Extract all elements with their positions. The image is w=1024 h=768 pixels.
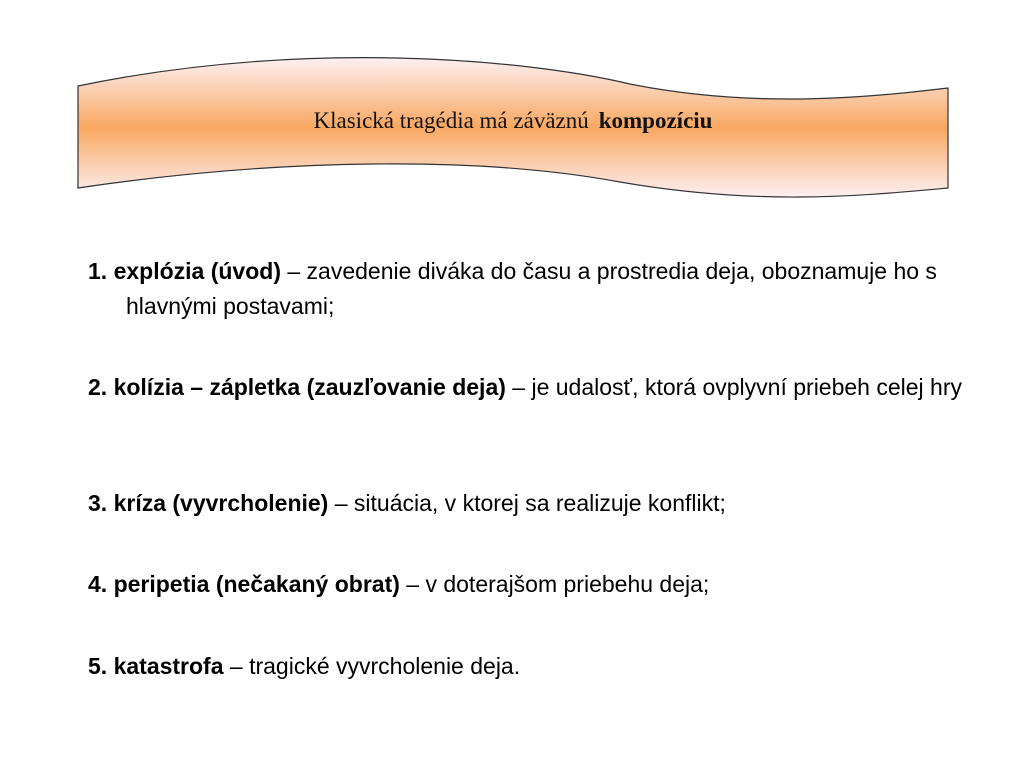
item-text: – tragické vyvrcholenie deja. [229, 653, 521, 679]
wave-banner-shape [0, 0, 1024, 210]
item-text: – v doterajšom priebehu deja; [406, 571, 710, 597]
item-term: 3. kríza (vyvrcholenie) [88, 490, 329, 516]
item-term: 1. explózia (úvod) [88, 258, 281, 284]
item-text: – situácia, v ktorej sa realizuje konflikt; [334, 490, 726, 516]
list-item-4 [88, 567, 1024, 602]
item-term: 4. peripetia (nečakaný obrat) [88, 571, 400, 597]
item-term: 2. kolízia – zápletka (zauzľovanie deja) [88, 374, 506, 400]
list-item-1 [88, 254, 1024, 324]
title-banner [0, 0, 1024, 210]
item-text: – zavedenie diváka do času a prostredia deja, oboznamuje ho s hlavnými postavami; [126, 258, 937, 319]
banner-title-plain: Klasická tragédia má záväznú [313, 108, 589, 133]
item-text: – je udalosť, ktorá ovplyvní priebeh celej hry [512, 374, 962, 400]
banner-title-bold: kompozíciu [598, 108, 713, 133]
item-term: 5. katastrofa [88, 653, 224, 679]
list-item-3 [88, 486, 1024, 521]
list-item-2 [88, 370, 1024, 405]
banner-title [78, 108, 948, 134]
list-item-5 [88, 649, 1024, 684]
